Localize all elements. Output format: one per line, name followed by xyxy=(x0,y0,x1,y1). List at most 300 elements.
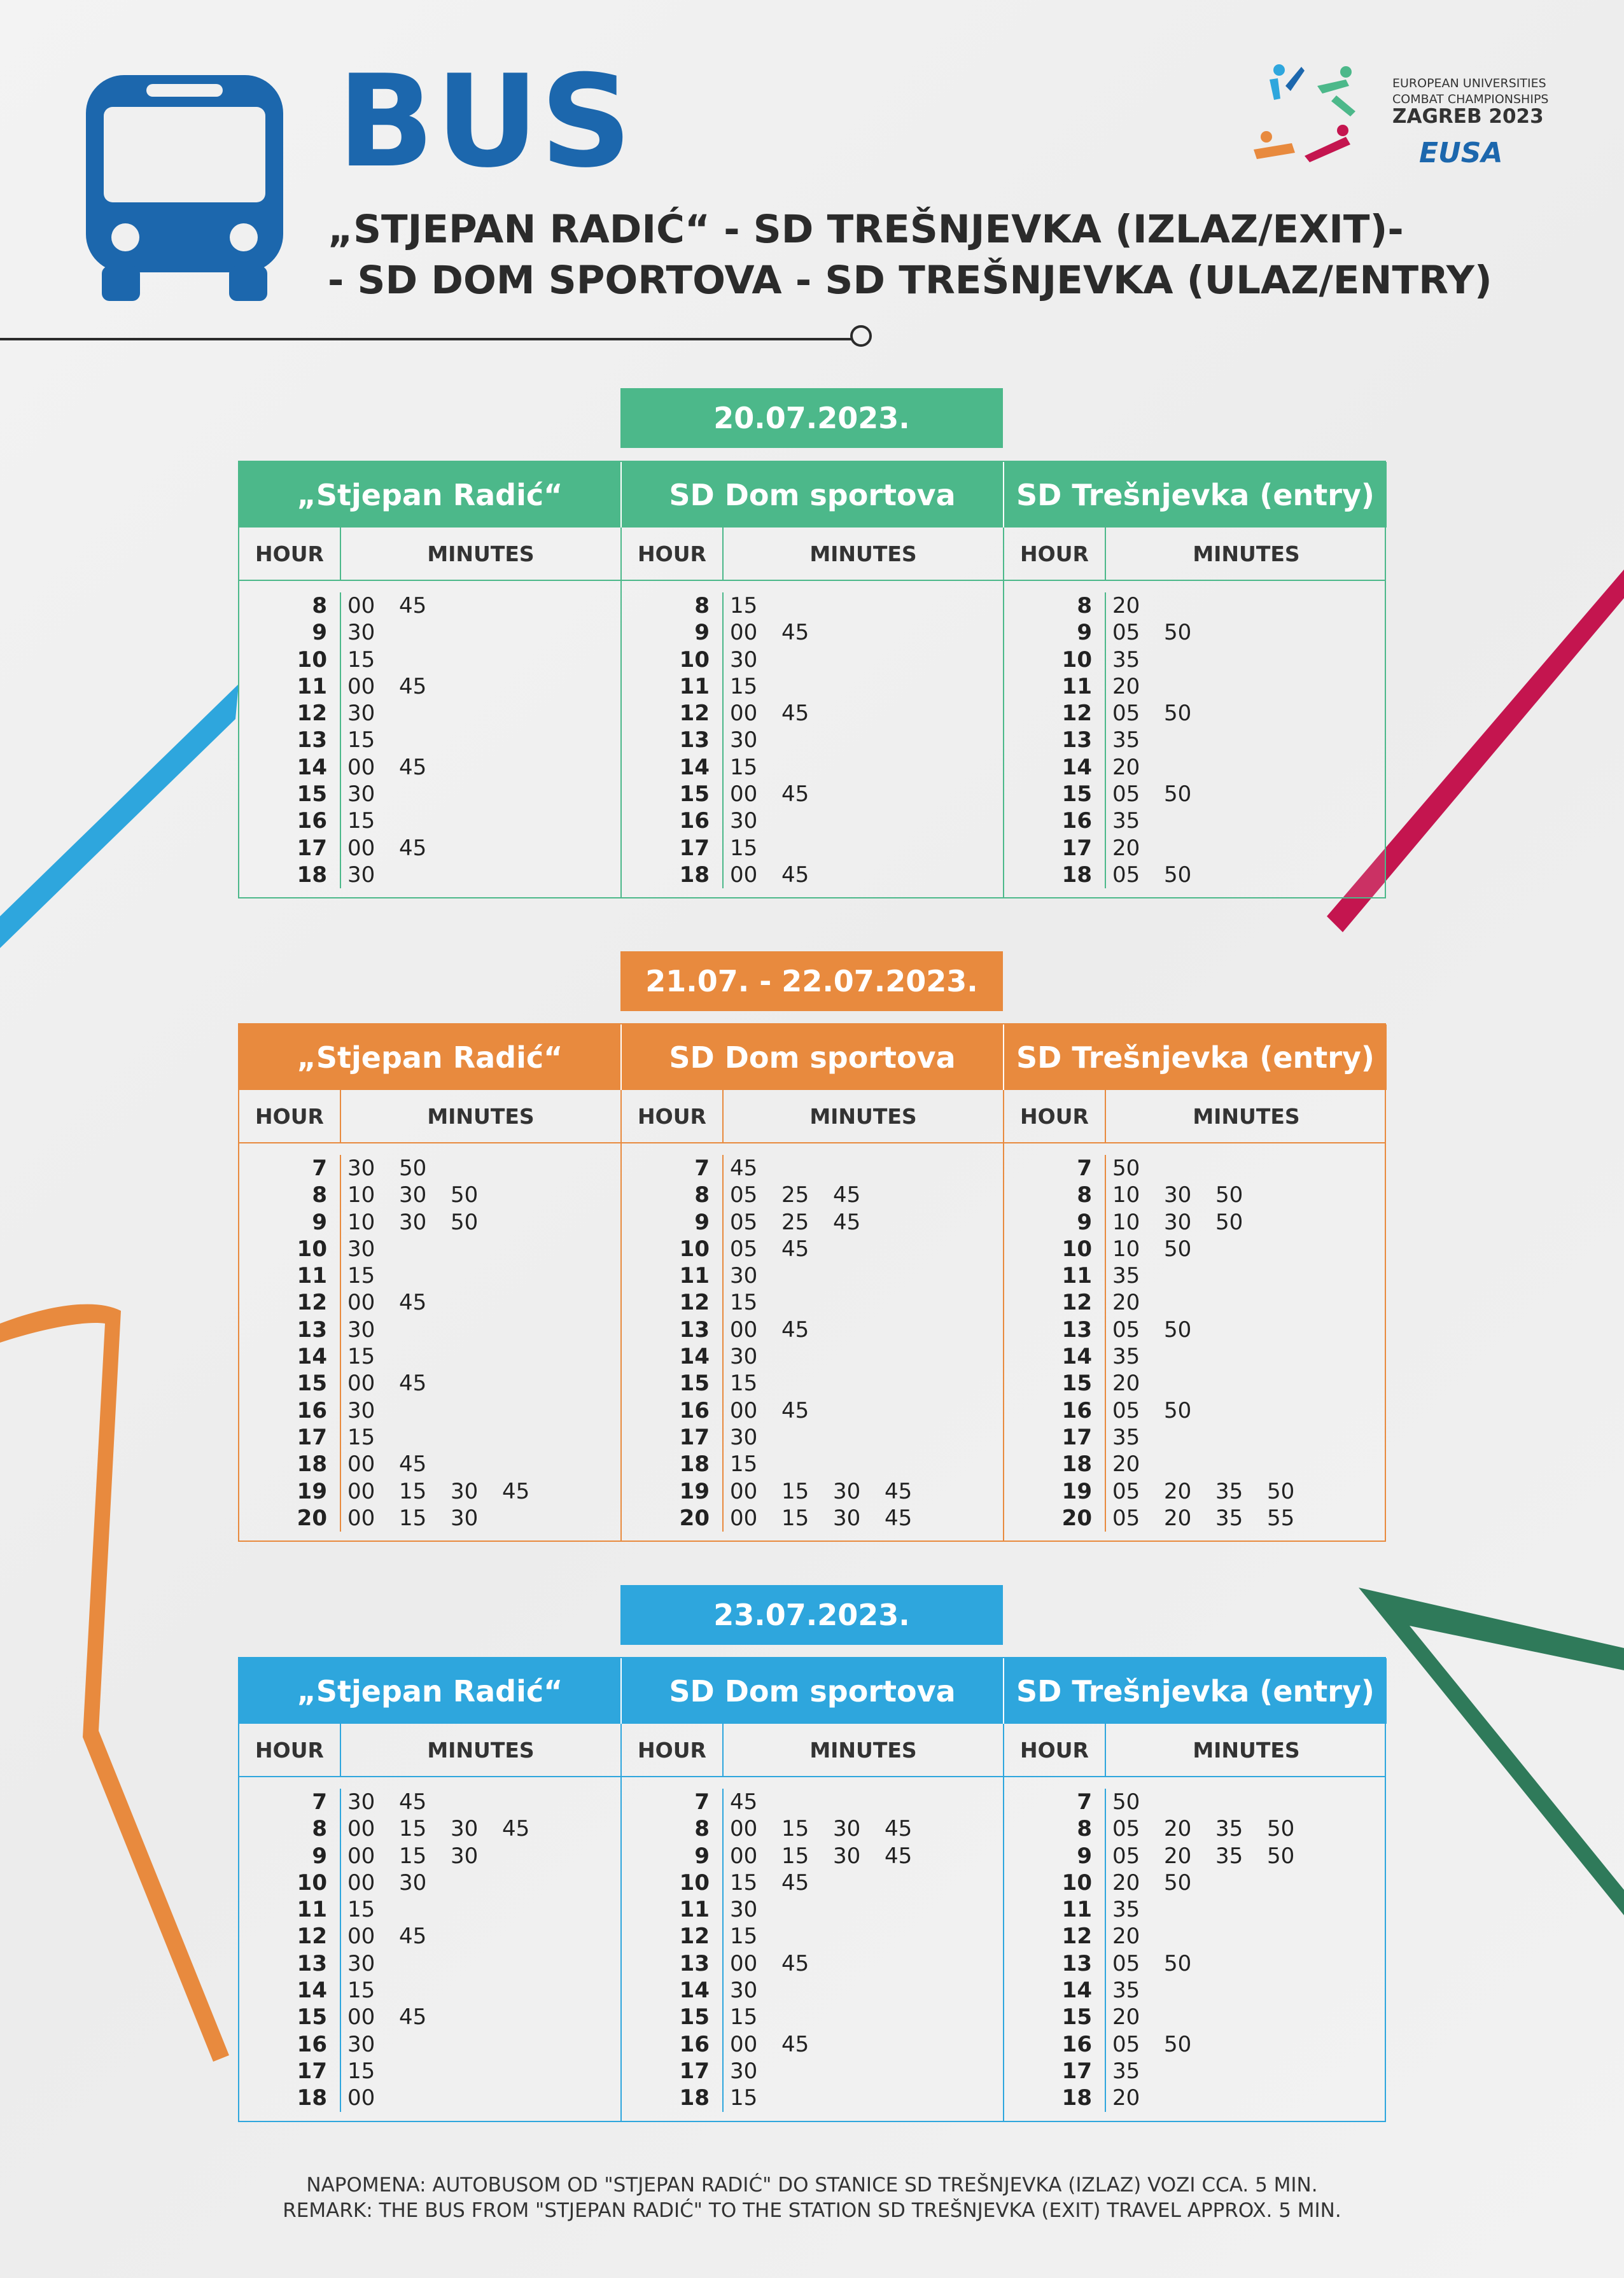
minute-value: 45 xyxy=(399,673,427,699)
minute-value: 45 xyxy=(730,1156,758,1181)
minute-value: 30 xyxy=(833,1478,861,1504)
minute-value: 00 xyxy=(347,1505,375,1531)
hour-cell: 12 xyxy=(297,1924,327,1950)
minutes-cell xyxy=(730,1209,1003,1236)
hour-cell: 18 xyxy=(679,862,710,888)
logo-line-1: EUROPEAN UNIVERSITIES xyxy=(1392,76,1546,90)
minutes-cell xyxy=(1112,1289,1387,1316)
hour-cell: 9 xyxy=(1077,620,1092,646)
station-name: „Stjepan Radić“ xyxy=(239,462,622,528)
minute-value: 45 xyxy=(502,1478,530,1504)
hour-cell: 10 xyxy=(1061,1236,1092,1262)
hour-cell: 10 xyxy=(297,646,327,673)
minutes-cell xyxy=(1112,807,1387,834)
hour-cell: 12 xyxy=(679,701,710,727)
hour-cell: 10 xyxy=(297,1236,327,1262)
minute-value: 15 xyxy=(730,1869,758,1896)
minute-value: 15 xyxy=(347,1897,375,1923)
hour-column xyxy=(239,592,341,888)
minute-value: 30 xyxy=(833,1505,861,1531)
minutes-cell xyxy=(730,1843,1003,1869)
minute-value: 30 xyxy=(347,1397,375,1423)
minute-value: 50 xyxy=(1164,1236,1192,1262)
minute-value: 30 xyxy=(347,781,375,807)
minutes-cell xyxy=(730,1869,1003,1896)
minute-value: 45 xyxy=(781,1317,809,1343)
hour-header: HOUR xyxy=(239,1090,341,1142)
minutes-cell xyxy=(730,1478,1003,1505)
minutes-cell xyxy=(347,807,620,834)
column-header-row xyxy=(239,1090,1385,1143)
hour-cell: 14 xyxy=(679,1978,710,2004)
timetable-body xyxy=(239,1777,1385,2121)
minutes-cell xyxy=(730,835,1003,862)
minutes-cell xyxy=(1112,1896,1387,1923)
station-timetable xyxy=(622,1777,1004,2121)
hour-cell: 9 xyxy=(1077,1209,1092,1235)
hour-cell: 13 xyxy=(1061,727,1092,753)
minutes-cell xyxy=(730,2085,1003,2111)
minute-value: 50 xyxy=(1164,862,1192,888)
minute-value: 05 xyxy=(1112,862,1140,888)
station-name: SD Dom sportova xyxy=(622,1024,1004,1090)
hour-cell: 11 xyxy=(297,1897,327,1923)
hour-column xyxy=(622,592,724,888)
schedule-table xyxy=(238,1657,1386,2122)
hour-cell: 19 xyxy=(679,1478,710,1504)
minutes-cell xyxy=(347,1505,620,1532)
minutes-cell xyxy=(347,1343,620,1370)
minutes-cell xyxy=(1112,1950,1387,1977)
minutes-cell xyxy=(347,673,620,700)
header-divider xyxy=(0,338,853,340)
minute-value: 00 xyxy=(347,1816,375,1842)
hour-cell: 14 xyxy=(679,754,710,780)
minute-value: 00 xyxy=(730,1317,758,1343)
hour-cell: 17 xyxy=(297,2058,327,2084)
minutes-cell xyxy=(730,1505,1003,1532)
hour-cell: 9 xyxy=(694,1843,710,1869)
minute-value: 30 xyxy=(451,1843,479,1869)
minutes-cell xyxy=(347,1209,620,1236)
minute-value: 30 xyxy=(451,1505,479,1531)
column-header-row xyxy=(239,528,1385,581)
minute-value: 50 xyxy=(1267,1816,1295,1842)
header-divider-dot xyxy=(850,325,872,347)
hour-cell: 13 xyxy=(679,1950,710,1976)
minute-value: 50 xyxy=(1215,1209,1243,1235)
minutes-header: MINUTES xyxy=(1193,1737,1300,1763)
hour-cell: 13 xyxy=(679,727,710,753)
minute-value: 05 xyxy=(1112,2031,1140,2057)
minutes-cell xyxy=(347,1977,620,2004)
minute-value: 15 xyxy=(347,727,375,753)
hour-cell: 11 xyxy=(679,673,710,699)
minutes-cell xyxy=(730,1950,1003,1977)
minute-value: 30 xyxy=(347,1236,375,1262)
minute-value: 45 xyxy=(781,781,809,807)
minute-value: 15 xyxy=(347,1978,375,2004)
hour-cell: 9 xyxy=(1077,1843,1092,1869)
minute-value: 35 xyxy=(1215,1843,1243,1869)
minute-value: 50 xyxy=(1215,1182,1243,1208)
minutes-cell xyxy=(730,1923,1003,1950)
hour-cell: 18 xyxy=(297,862,327,888)
column-header-group xyxy=(622,1724,1004,1776)
hour-cell: 13 xyxy=(297,1317,327,1343)
hour-cell: 7 xyxy=(694,1789,710,1815)
minute-value: 45 xyxy=(833,1209,861,1235)
minute-value: 05 xyxy=(730,1209,758,1235)
minute-value: 00 xyxy=(730,2031,758,2057)
minutes-column xyxy=(341,1155,620,1532)
minutes-cell xyxy=(1112,781,1387,807)
minute-value: 20 xyxy=(1112,1451,1140,1478)
minute-value: 20 xyxy=(1112,1869,1140,1896)
minutes-cell xyxy=(1112,619,1387,646)
minute-value: 30 xyxy=(730,1344,758,1370)
minute-value: 35 xyxy=(1215,1478,1243,1504)
minutes-cell xyxy=(730,1370,1003,1397)
minute-value: 30 xyxy=(730,2058,758,2084)
station-header-row xyxy=(239,1024,1385,1090)
minutes-cell xyxy=(1112,1424,1387,1451)
minute-value: 35 xyxy=(1112,2058,1140,2084)
minutes-cell xyxy=(1112,1317,1387,1343)
hour-cell: 13 xyxy=(297,1950,327,1976)
minute-value: 20 xyxy=(1112,1924,1140,1950)
minute-value: 05 xyxy=(1112,781,1140,807)
minute-value: 45 xyxy=(885,1843,913,1869)
hour-column xyxy=(239,1155,341,1532)
minute-value: 45 xyxy=(885,1505,913,1531)
hour-cell: 8 xyxy=(312,1182,327,1208)
minute-value: 50 xyxy=(1164,701,1192,727)
minute-value: 35 xyxy=(1112,646,1140,673)
minute-value: 45 xyxy=(399,835,427,861)
minute-value: 00 xyxy=(347,1371,375,1397)
hour-cell: 18 xyxy=(1061,862,1092,888)
hour-cell: 16 xyxy=(679,2031,710,2057)
minutes-cell xyxy=(347,1896,620,1923)
hour-cell: 18 xyxy=(297,1451,327,1478)
station-header-row xyxy=(239,1658,1385,1724)
minute-value: 00 xyxy=(347,1290,375,1316)
hour-header: HOUR xyxy=(1004,1090,1106,1142)
hour-cell: 18 xyxy=(297,2085,327,2111)
minutes-cell xyxy=(730,1343,1003,1370)
hour-cell: 11 xyxy=(297,673,327,699)
minutes-cell xyxy=(1112,1843,1387,1869)
hour-header: HOUR xyxy=(1004,528,1106,580)
minute-value: 45 xyxy=(781,1950,809,1976)
minute-value: 15 xyxy=(347,1424,375,1450)
hour-cell: 8 xyxy=(1077,1182,1092,1208)
minutes-cell xyxy=(347,1370,620,1397)
hour-column xyxy=(622,1155,724,1532)
minute-value: 00 xyxy=(347,1478,375,1504)
minute-value: 20 xyxy=(1164,1816,1192,1842)
minute-value: 30 xyxy=(347,701,375,727)
minute-value: 30 xyxy=(399,1869,427,1896)
hour-cell: 18 xyxy=(1061,2085,1092,2111)
minutes-cell xyxy=(347,1236,620,1262)
hour-header: HOUR xyxy=(622,1090,724,1142)
route-line-1: „STJEPAN RADIĆ“ - SD TREŠNJEVKA (IZLAZ/EXIT)- xyxy=(328,207,1404,252)
minute-value: 30 xyxy=(833,1843,861,1869)
minute-value: 15 xyxy=(347,808,375,834)
minutes-cell xyxy=(347,2085,620,2111)
minutes-cell xyxy=(730,592,1003,619)
minute-value: 05 xyxy=(730,1182,758,1208)
minutes-column xyxy=(1106,1789,1387,2112)
hour-cell: 16 xyxy=(1061,1397,1092,1423)
minute-value: 50 xyxy=(1112,1789,1140,1815)
minute-value: 10 xyxy=(1112,1236,1140,1262)
minute-value: 20 xyxy=(1112,754,1140,780)
minute-value: 00 xyxy=(730,620,758,646)
minutes-cell xyxy=(1112,2004,1387,2030)
minute-value: 15 xyxy=(347,646,375,673)
column-header-group xyxy=(622,1090,1004,1142)
hour-cell: 11 xyxy=(679,1897,710,1923)
hour-cell: 8 xyxy=(312,1816,327,1842)
minute-value: 15 xyxy=(730,754,758,780)
minute-value: 20 xyxy=(1164,1478,1192,1504)
minutes-column xyxy=(341,592,620,888)
station-name: „Stjepan Radić“ xyxy=(239,1658,622,1724)
minutes-cell xyxy=(347,1843,620,1869)
minute-value: 10 xyxy=(347,1182,375,1208)
hour-cell: 15 xyxy=(679,1371,710,1397)
column-header-group xyxy=(239,1724,622,1776)
hour-cell: 15 xyxy=(1061,781,1092,807)
hour-cell: 11 xyxy=(297,1263,327,1289)
minute-value: 05 xyxy=(1112,701,1140,727)
hour-column xyxy=(622,1789,724,2112)
hour-cell: 12 xyxy=(1061,701,1092,727)
minutes-cell xyxy=(347,2058,620,2085)
hour-cell: 7 xyxy=(694,1156,710,1181)
minute-value: 45 xyxy=(781,2031,809,2057)
hour-cell: 16 xyxy=(1061,808,1092,834)
minute-value: 50 xyxy=(1267,1478,1295,1504)
minutes-cell xyxy=(347,1950,620,1977)
minute-value: 00 xyxy=(347,1451,375,1478)
minutes-cell xyxy=(347,1789,620,1815)
column-header-row xyxy=(239,1724,1385,1777)
minutes-cell xyxy=(730,1289,1003,1316)
minute-value: 30 xyxy=(347,1317,375,1343)
minute-value: 30 xyxy=(730,646,758,673)
column-header-group xyxy=(239,1090,622,1142)
hour-cell: 17 xyxy=(1061,2058,1092,2084)
minutes-cell xyxy=(1112,646,1387,673)
minutes-cell xyxy=(730,1451,1003,1478)
hour-cell: 16 xyxy=(297,2031,327,2057)
minute-value: 35 xyxy=(1215,1505,1243,1531)
hour-cell: 12 xyxy=(1061,1924,1092,1950)
minute-value: 00 xyxy=(347,1924,375,1950)
hour-column xyxy=(239,1789,341,2112)
station-name: „Stjepan Radić“ xyxy=(239,1024,622,1090)
hour-cell: 14 xyxy=(1061,754,1092,780)
minute-value: 45 xyxy=(399,754,427,780)
minute-value: 00 xyxy=(347,2085,375,2111)
minute-value: 15 xyxy=(730,1924,758,1950)
minute-value: 45 xyxy=(781,1236,809,1262)
logo-line-2: COMBAT CHAMPIONSHIPS xyxy=(1392,92,1549,106)
hour-cell: 8 xyxy=(694,1816,710,1842)
minutes-cell xyxy=(347,1424,620,1451)
minutes-cell xyxy=(347,592,620,619)
minute-value: 00 xyxy=(730,862,758,888)
hour-cell: 15 xyxy=(1061,2004,1092,2030)
hour-cell: 8 xyxy=(312,593,327,618)
hour-cell: 14 xyxy=(297,754,327,780)
minutes-cell xyxy=(347,862,620,888)
minutes-cell xyxy=(347,700,620,727)
schedule-table xyxy=(238,1023,1386,1542)
hour-cell: 14 xyxy=(679,1344,710,1370)
minutes-cell xyxy=(1112,1262,1387,1289)
minute-value: 35 xyxy=(1112,1978,1140,2004)
minutes-cell xyxy=(730,619,1003,646)
hour-column xyxy=(1004,592,1106,888)
minutes-cell xyxy=(1112,862,1387,888)
hour-cell: 14 xyxy=(1061,1978,1092,2004)
minutes-cell xyxy=(1112,1505,1387,1532)
minute-value: 30 xyxy=(451,1816,479,1842)
date-label: 23.07.2023. xyxy=(620,1585,1003,1645)
minute-value: 00 xyxy=(347,2004,375,2030)
minute-value: 15 xyxy=(347,1263,375,1289)
minute-value: 30 xyxy=(451,1478,479,1504)
hour-cell: 17 xyxy=(297,835,327,861)
minute-value: 05 xyxy=(1112,1397,1140,1423)
minutes-cell xyxy=(730,1896,1003,1923)
date-label: 20.07.2023. xyxy=(620,388,1003,448)
hour-cell: 20 xyxy=(1061,1505,1092,1531)
hour-cell: 9 xyxy=(694,620,710,646)
station-timetable xyxy=(622,1143,1004,1541)
minute-value: 45 xyxy=(502,1816,530,1842)
minute-value: 45 xyxy=(399,1371,427,1397)
minutes-cell xyxy=(347,619,620,646)
minutes-cell xyxy=(730,646,1003,673)
minute-value: 00 xyxy=(730,781,758,807)
hour-cell: 19 xyxy=(297,1478,327,1504)
minutes-cell xyxy=(730,2004,1003,2030)
hour-cell: 15 xyxy=(297,1371,327,1397)
minutes-cell xyxy=(730,1397,1003,1424)
minute-value: 15 xyxy=(730,1451,758,1478)
hour-cell: 15 xyxy=(297,781,327,807)
hour-cell: 8 xyxy=(694,1182,710,1208)
minute-value: 30 xyxy=(347,2031,375,2057)
minute-value: 00 xyxy=(347,835,375,861)
minutes-column xyxy=(1106,592,1387,888)
minute-value: 15 xyxy=(399,1843,427,1869)
hour-cell: 9 xyxy=(312,620,327,646)
minutes-cell xyxy=(730,1815,1003,1842)
minutes-cell xyxy=(347,1289,620,1316)
station-name: SD Trešnjevka (entry) xyxy=(1004,1024,1387,1090)
minute-value: 45 xyxy=(399,1924,427,1950)
minutes-cell xyxy=(730,2031,1003,2058)
minute-value: 50 xyxy=(1164,2031,1192,2057)
minute-value: 20 xyxy=(1112,835,1140,861)
minute-value: 35 xyxy=(1215,1816,1243,1842)
hour-cell: 10 xyxy=(1061,646,1092,673)
hour-cell: 14 xyxy=(297,1344,327,1370)
hour-cell: 9 xyxy=(312,1843,327,1869)
minute-value: 15 xyxy=(347,1344,375,1370)
hour-cell: 13 xyxy=(679,1317,710,1343)
hour-cell: 7 xyxy=(1077,1789,1092,1815)
minutes-cell xyxy=(730,1262,1003,1289)
minute-value: 05 xyxy=(1112,1950,1140,1976)
minute-value: 15 xyxy=(781,1505,809,1531)
minute-value: 50 xyxy=(1164,1950,1192,1976)
minute-value: 35 xyxy=(1112,1344,1140,1370)
minute-value: 15 xyxy=(781,1478,809,1504)
minutes-cell xyxy=(730,2058,1003,2085)
column-header-group xyxy=(1004,1724,1387,1776)
minutes-cell xyxy=(347,1869,620,1896)
minute-value: 45 xyxy=(730,1789,758,1815)
minute-value: 25 xyxy=(781,1182,809,1208)
hour-cell: 18 xyxy=(679,2085,710,2111)
hour-column xyxy=(1004,1789,1106,2112)
minute-value: 45 xyxy=(781,1397,809,1423)
minute-value: 00 xyxy=(347,673,375,699)
minute-value: 45 xyxy=(833,1182,861,1208)
hour-cell: 14 xyxy=(1061,1344,1092,1370)
minute-value: 15 xyxy=(730,593,758,618)
minute-value: 15 xyxy=(399,1505,427,1531)
minutes-cell xyxy=(347,646,620,673)
hour-cell: 16 xyxy=(297,1397,327,1423)
minutes-cell xyxy=(1112,673,1387,700)
minute-value: 05 xyxy=(1112,1843,1140,1869)
minute-value: 30 xyxy=(730,1978,758,2004)
hour-header: HOUR xyxy=(239,1724,341,1776)
hour-cell: 10 xyxy=(679,646,710,673)
minutes-cell xyxy=(347,1317,620,1343)
minute-value: 15 xyxy=(781,1816,809,1842)
minute-value: 50 xyxy=(1267,1843,1295,1869)
minutes-cell xyxy=(730,1155,1003,1182)
minutes-cell xyxy=(1112,835,1387,862)
minutes-header: MINUTES xyxy=(1193,1103,1300,1129)
minute-value: 00 xyxy=(347,754,375,780)
minutes-cell xyxy=(730,754,1003,781)
minute-value: 00 xyxy=(730,1505,758,1531)
minutes-header: MINUTES xyxy=(427,1103,535,1129)
hour-cell: 8 xyxy=(694,593,710,618)
station-timetable xyxy=(1004,581,1387,897)
green-ribbon xyxy=(1359,1588,1624,1915)
minute-value: 05 xyxy=(1112,1317,1140,1343)
minutes-cell xyxy=(1112,1923,1387,1950)
minute-value: 30 xyxy=(730,727,758,753)
minute-value: 30 xyxy=(730,808,758,834)
station-name: SD Dom sportova xyxy=(622,1658,1004,1724)
eusa-logo: EUSA xyxy=(1419,137,1503,169)
minute-value: 15 xyxy=(781,1843,809,1869)
minute-value: 30 xyxy=(347,1156,375,1181)
